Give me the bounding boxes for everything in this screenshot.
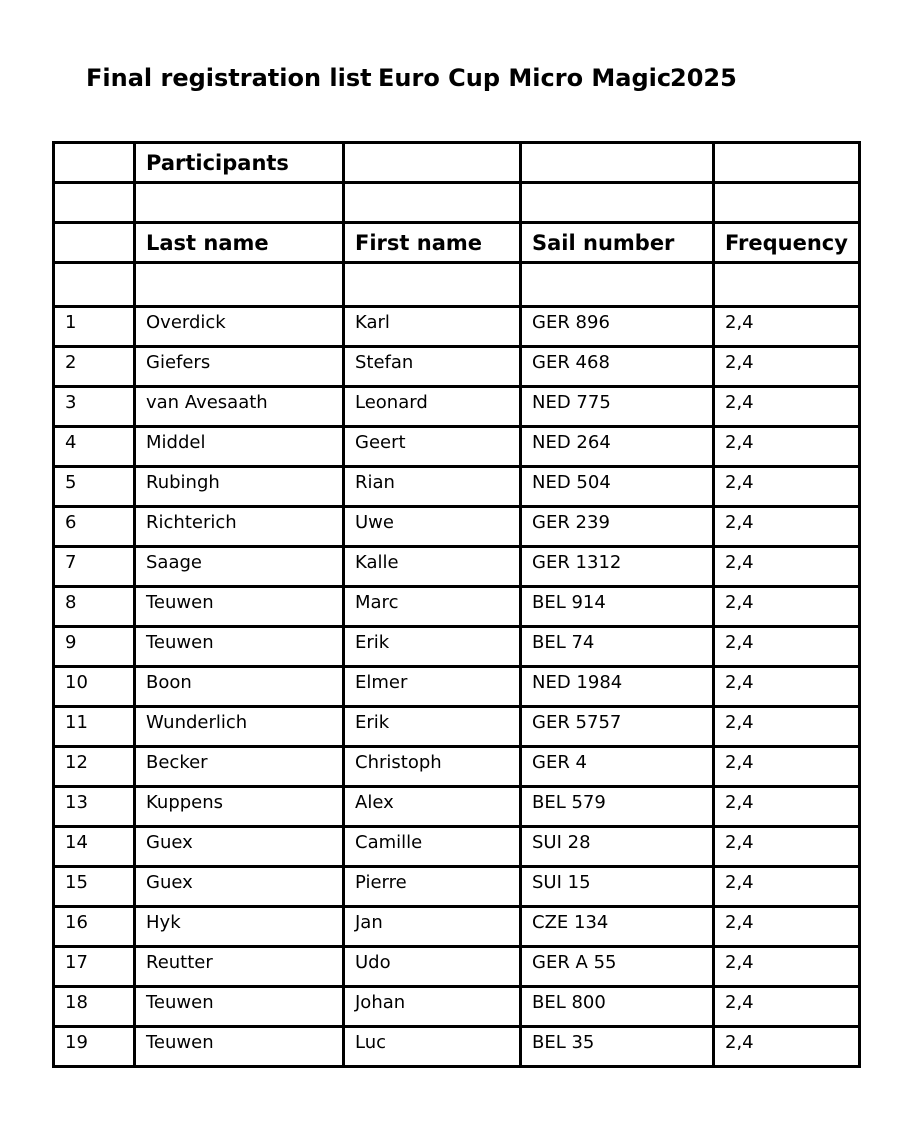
cell-frequency: 2,4: [714, 667, 860, 707]
table-row: [54, 907, 860, 947]
header-row: [54, 223, 860, 263]
cell-sail-number: SUI 28: [521, 827, 714, 867]
empty-cell: [54, 223, 135, 263]
cell-number: 15: [54, 867, 135, 907]
cell-number: 4: [54, 427, 135, 467]
cell-frequency: 2,4: [714, 627, 860, 667]
cell-sail-number: GER A 55: [521, 947, 714, 987]
cell-last-name: Boon: [135, 667, 344, 707]
table-row: [54, 467, 860, 507]
cell-last-name: Wunderlich: [135, 707, 344, 747]
cell-sail-number: BEL 914: [521, 587, 714, 627]
cell-frequency: 2,4: [714, 347, 860, 387]
cell-sail-number: CZE 134: [521, 907, 714, 947]
header-first-name: First name: [344, 223, 521, 263]
table-row: [54, 667, 860, 707]
cell-frequency: 2,4: [714, 427, 860, 467]
empty-cell: [54, 183, 135, 223]
empty-cell: [521, 143, 714, 183]
cell-sail-number: BEL 800: [521, 987, 714, 1027]
cell-frequency: 2,4: [714, 907, 860, 947]
cell-first-name: Erik: [344, 627, 521, 667]
cell-sail-number: BEL 74: [521, 627, 714, 667]
cell-first-name: Alex: [344, 787, 521, 827]
cell-number: 1: [54, 307, 135, 347]
table-row: [54, 507, 860, 547]
cell-number: 19: [54, 1027, 135, 1067]
cell-first-name: Elmer: [344, 667, 521, 707]
cell-number: 11: [54, 707, 135, 747]
cell-number: 14: [54, 827, 135, 867]
cell-last-name: Teuwen: [135, 987, 344, 1027]
table-row: [54, 1027, 860, 1067]
cell-number: 8: [54, 587, 135, 627]
header-frequency: Frequency: [714, 223, 860, 263]
registration-table: [52, 141, 861, 1068]
cell-number: 9: [54, 627, 135, 667]
empty-cell: [521, 183, 714, 223]
cell-last-name: Overdick: [135, 307, 344, 347]
title-year: 2025: [670, 64, 737, 92]
cell-frequency: 2,4: [714, 747, 860, 787]
cell-frequency: 2,4: [714, 987, 860, 1027]
cell-sail-number: BEL 579: [521, 787, 714, 827]
cell-frequency: 2,4: [714, 787, 860, 827]
cell-frequency: 2,4: [714, 507, 860, 547]
cell-first-name: Uwe: [344, 507, 521, 547]
cell-sail-number: GER 896: [521, 307, 714, 347]
empty-cell: [344, 143, 521, 183]
cell-sail-number: NED 264: [521, 427, 714, 467]
cell-sail-number: GER 1312: [521, 547, 714, 587]
cell-sail-number: BEL 35: [521, 1027, 714, 1067]
cell-number: 18: [54, 987, 135, 1027]
table-row: [54, 947, 860, 987]
cell-sail-number: GER 4: [521, 747, 714, 787]
cell-frequency: 2,4: [714, 387, 860, 427]
cell-frequency: 2,4: [714, 1027, 860, 1067]
cell-last-name: Giefers: [135, 347, 344, 387]
cell-first-name: Erik: [344, 707, 521, 747]
cell-number: 6: [54, 507, 135, 547]
cell-last-name: Reutter: [135, 947, 344, 987]
table-row: [54, 387, 860, 427]
cell-last-name: Richterich: [135, 507, 344, 547]
table-row: [54, 307, 860, 347]
table-row: [54, 547, 860, 587]
empty-cell: [714, 263, 860, 307]
cell-first-name: Leonard: [344, 387, 521, 427]
cell-first-name: Camille: [344, 827, 521, 867]
cell-frequency: 2,4: [714, 867, 860, 907]
cell-first-name: Johan: [344, 987, 521, 1027]
cell-last-name: Teuwen: [135, 587, 344, 627]
cell-first-name: Marc: [344, 587, 521, 627]
cell-last-name: Teuwen: [135, 627, 344, 667]
cell-number: 13: [54, 787, 135, 827]
cell-last-name: van Avesaath: [135, 387, 344, 427]
cell-sail-number: GER 468: [521, 347, 714, 387]
empty-cell: [521, 263, 714, 307]
table-row: [54, 987, 860, 1027]
header-last-name: Last name: [135, 223, 344, 263]
cell-sail-number: GER 5757: [521, 707, 714, 747]
cell-last-name: Kuppens: [135, 787, 344, 827]
cell-sail-number: NED 1984: [521, 667, 714, 707]
cell-first-name: Luc: [344, 1027, 521, 1067]
table-row: [54, 347, 860, 387]
title-registration-list: Final registration list: [86, 64, 372, 92]
table-row: [54, 787, 860, 827]
cell-last-name: Saage: [135, 547, 344, 587]
cell-sail-number: NED 775: [521, 387, 714, 427]
cell-first-name: Karl: [344, 307, 521, 347]
cell-last-name: Hyk: [135, 907, 344, 947]
cell-last-name: Guex: [135, 827, 344, 867]
cell-frequency: 2,4: [714, 467, 860, 507]
blank-row: [54, 183, 860, 223]
header-sail-number: Sail number: [521, 223, 714, 263]
table-row: [54, 747, 860, 787]
cell-sail-number: SUI 15: [521, 867, 714, 907]
table-row: [54, 707, 860, 747]
cell-first-name: Christoph: [344, 747, 521, 787]
cell-first-name: Pierre: [344, 867, 521, 907]
cell-last-name: Rubingh: [135, 467, 344, 507]
section-row: [54, 143, 860, 183]
cell-frequency: 2,4: [714, 307, 860, 347]
empty-cell: [135, 183, 344, 223]
cell-last-name: Teuwen: [135, 1027, 344, 1067]
empty-cell: [54, 263, 135, 307]
blank-row: [54, 263, 860, 307]
cell-number: 12: [54, 747, 135, 787]
cell-first-name: Jan: [344, 907, 521, 947]
cell-last-name: Middel: [135, 427, 344, 467]
empty-cell: [135, 263, 344, 307]
cell-number: 2: [54, 347, 135, 387]
cell-number: 7: [54, 547, 135, 587]
table-row: [54, 427, 860, 467]
cell-frequency: 2,4: [714, 827, 860, 867]
participants-label: Participants: [135, 143, 344, 183]
cell-first-name: Geert: [344, 427, 521, 467]
cell-first-name: Rian: [344, 467, 521, 507]
cell-frequency: 2,4: [714, 707, 860, 747]
table-row: [54, 827, 860, 867]
cell-frequency: 2,4: [714, 587, 860, 627]
cell-frequency: 2,4: [714, 547, 860, 587]
cell-sail-number: NED 504: [521, 467, 714, 507]
cell-number: 17: [54, 947, 135, 987]
empty-cell: [714, 143, 860, 183]
table-row: [54, 627, 860, 667]
cell-sail-number: GER 239: [521, 507, 714, 547]
cell-first-name: Udo: [344, 947, 521, 987]
cell-last-name: Guex: [135, 867, 344, 907]
cell-first-name: Kalle: [344, 547, 521, 587]
empty-cell: [54, 143, 135, 183]
empty-cell: [344, 183, 521, 223]
table-row: [54, 587, 860, 627]
empty-cell: [344, 263, 521, 307]
cell-number: 3: [54, 387, 135, 427]
title-event-name: Euro Cup Micro Magic: [378, 64, 672, 92]
cell-first-name: Stefan: [344, 347, 521, 387]
empty-cell: [714, 183, 860, 223]
table-row: [54, 867, 860, 907]
cell-number: 10: [54, 667, 135, 707]
cell-last-name: Becker: [135, 747, 344, 787]
cell-number: 16: [54, 907, 135, 947]
cell-frequency: 2,4: [714, 947, 860, 987]
cell-number: 5: [54, 467, 135, 507]
